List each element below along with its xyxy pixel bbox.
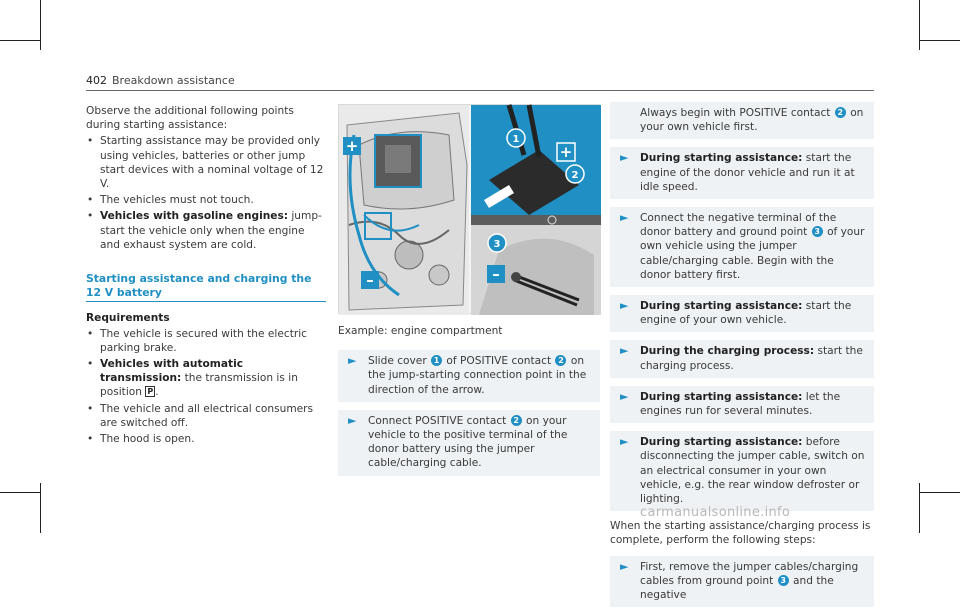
plus-label: +	[559, 143, 573, 161]
section-heading: Starting assistance and charging the 12 V battery	[86, 272, 326, 302]
right-column	[610, 104, 874, 615]
callout-2: 2	[555, 355, 566, 366]
completion-text: When the starting assistance/charging process is complete, perform the following steps:	[610, 520, 871, 547]
watermark: carmanualsonline.info	[640, 505, 791, 520]
callout-1: 1	[431, 355, 442, 366]
step-item: ► First, remove the jumper cables/charging cables from ground point 3 and the negative	[610, 556, 874, 608]
notes-list	[86, 134, 326, 252]
left-column	[86, 104, 326, 452]
step-item: ► Slide cover 1 of POSITIVE contact 2 on the jump-starting connection point in the direction of the arrow.	[338, 350, 600, 402]
crop-mark	[920, 40, 960, 41]
engine-compartment-figure	[338, 104, 600, 314]
list-item: • The vehicles must not touch.	[87, 194, 254, 207]
page-header	[86, 74, 874, 90]
crop-mark	[919, 0, 920, 50]
crop-mark	[0, 40, 40, 41]
callout-3: 3	[778, 575, 789, 586]
callout-2: 2	[835, 107, 846, 118]
crop-mark	[919, 483, 920, 533]
callout-2: 2	[511, 415, 522, 426]
crop-mark	[0, 492, 40, 493]
middle-column	[338, 104, 600, 484]
step-arrow-icon: ►	[620, 151, 629, 165]
crop-mark	[40, 483, 41, 533]
callout-3: 3	[493, 239, 501, 250]
step-item: ► During starting assistance: start the engine of the donor vehicle and run it at idle speed.	[610, 147, 874, 199]
page-number: 402	[86, 74, 107, 87]
list-item: • The vehicle is secured with the electric parking brake.	[87, 327, 307, 354]
step-arrow-icon: ►	[620, 559, 629, 573]
minus-label: –	[366, 271, 374, 289]
step-continuation: Always begin with POSITIVE contact 2 on your own vehicle first.	[610, 102, 874, 139]
crop-mark	[920, 492, 960, 493]
header-rule	[86, 90, 874, 91]
list-item: • Starting assistance may be provided only using vehicles, batteries or other jump start devices with a nominal voltage of 12 V.	[87, 135, 324, 191]
step-item: ► During starting assistance: before disconnecting the jumper cable, switch on an electrical consumer in your own vehicle, e.g. the rear window defroster or lighting.	[610, 431, 874, 511]
intro-text: Observe the additional following points during starting assistance:	[86, 105, 294, 132]
step-item: ► Connect the negative terminal of the donor battery and ground point 3 of your own vehicle using the jumper cable/charging cable. Begin with the donor battery first.	[610, 207, 874, 287]
step-arrow-icon: ►	[620, 435, 629, 449]
step-item: ► During starting assistance: let the engines run for several minutes.	[610, 386, 874, 423]
crop-mark	[40, 0, 41, 50]
step-item: ► Connect POSITIVE contact 2 on your vehicle to the positive terminal of the donor battery using the jumper cable/charging cable.	[338, 410, 600, 476]
park-position-icon: P	[147, 387, 154, 397]
page-title: Breakdown assistance	[112, 74, 235, 87]
requirements-list	[86, 327, 326, 447]
step-arrow-icon: ►	[620, 299, 629, 313]
step-arrow-icon: ►	[620, 211, 629, 225]
list-item: • The vehicle and all electrical consumers are switched off.	[87, 402, 314, 429]
list-item: • The hood is open.	[87, 433, 195, 446]
callout-1: 1	[512, 134, 520, 145]
plus-label: +	[345, 137, 359, 155]
step-arrow-icon: ►	[348, 354, 357, 368]
automatic-label: Vehicles with automatic transmission:	[100, 358, 243, 385]
step-arrow-icon: ►	[620, 389, 629, 403]
callout-2: 2	[571, 170, 579, 181]
engine-illustration	[339, 105, 601, 315]
gasoline-label: Vehicles with gasoline engines:	[100, 210, 288, 223]
step-arrow-icon: ►	[348, 413, 357, 427]
minus-label: –	[492, 265, 500, 283]
figure-caption: Example: engine compartment	[338, 325, 503, 337]
callout-3: 3	[812, 226, 823, 237]
step-arrow-icon: ►	[620, 344, 629, 358]
list-item: • Vehicles with gasoline engines: jump-start the vehicle only when the engine and exhaust system are cold.	[87, 210, 322, 251]
step-item: ► During the charging process: start the charging process.	[610, 340, 874, 377]
requirements-heading: Requirements	[86, 312, 170, 325]
step-item: ► During starting assistance: start the engine of your own vehicle.	[610, 295, 874, 332]
list-item: • Vehicles with automatic transmission: the transmission is in position P .	[87, 358, 298, 399]
